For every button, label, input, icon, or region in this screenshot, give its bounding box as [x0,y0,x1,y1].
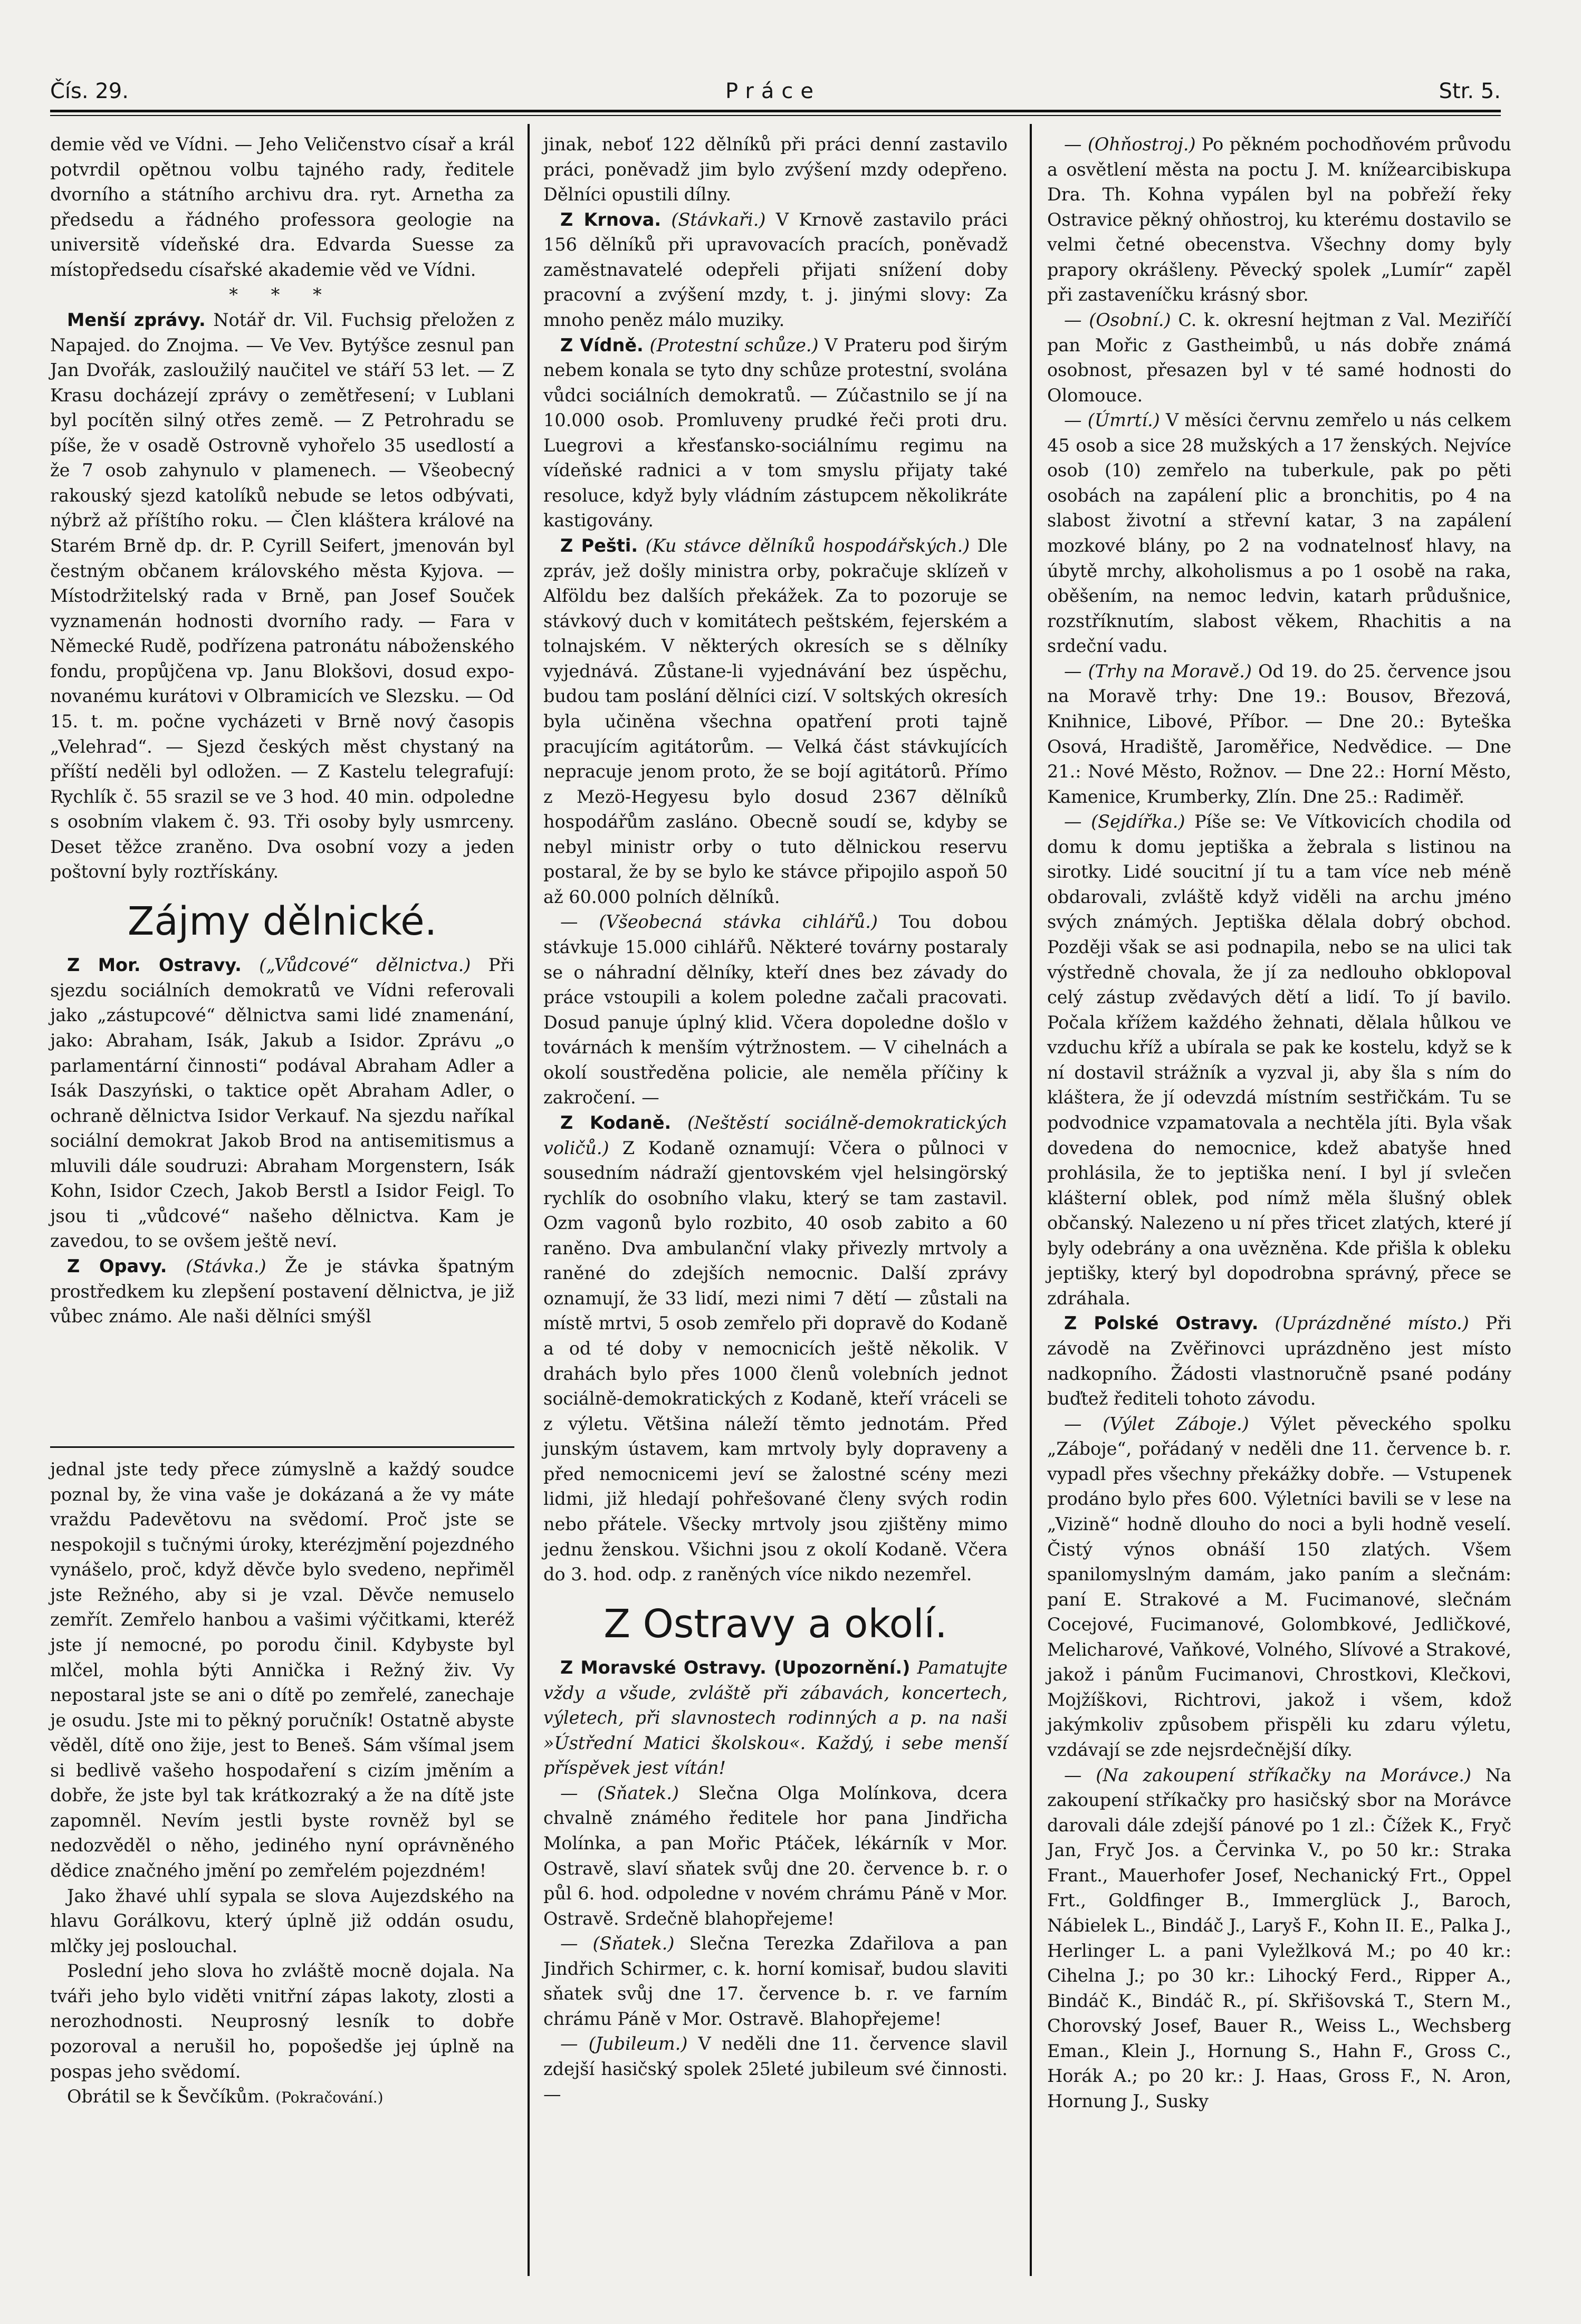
subtitle: (Stávka.) [167,1256,266,1277]
paragraph-text: Výlet pěveckého spolku „Záboje“, pořádaný v neděli dne 11. července b. r. vypadl přes všechny překážky dobře. — Vstupenek prodáno bylo přes 600. Výletníci bavili se v lese na „Vizině“ hodně dlouho do noci a byli hodně veselí. Čistý výnos obnáší 150 zlatých. Všem spanilomyslným damám, jako paním a slečnám: paní E. Strakové a M. Fucimanové, slečnám Cocejové, Fucimanové, Golombkové, Jedličkové, Melicharové, Vaňkové, Volného, Slívové a Strakové, jakož i pánům Fucimanovi, Chrostkovi, Klečkovi, Mojžíškovi, Richtrovi, jakož i všem, kdož jakýmkoliv způsobem přispěli ku zdaru výletu, vzdávají se zde nejsrdečnější díky. [1047,1413,1511,1760]
column-divider-1 [528,124,530,2276]
paragraph [1047,1311,1511,1411]
subtitle: (Stávkaři.) [661,209,766,230]
header-rule-thin [50,115,1501,116]
subtitle: — (Ohňostroj.) [1064,134,1196,155]
subtitle: — (Výlet Záboje.) [1064,1413,1249,1434]
paragraph-text: Slečna Terezka Zdařilova a pan Jindřich Schirmer, c. k. horní komisař, budou slaviti sňatek svůj dne 17. července b. r. ve farním chrámu Páně v Mor. Ostravě. Blahopřejeme! [543,1933,1008,2029]
paragraph [543,1931,1008,2031]
newspaper-title: Práce [725,79,821,103]
paragraph-text: Slečna Olga Molínkova, dcera chvalně známého ředitele hor pana Jindřicha Molínka, a pan Mořic Ptáček, lékárník v Mor. Ostravě, slaví sňatek svůj dne 20. července b. r. o půl 6. hod. odpoledne v novém chrámu Páně v Mor. Ostravě. Srdečně blahopřejeme! [543,1782,1008,1929]
paragraph-text: Píše se: Ve Vítkovicích chodila od domu k domu jeptiška a žebrala s listinou na sirotky. Lidé soucitní jí tu a tam více neb méně obdarovali, zvláště když viděli na archu jméno svých známých. Jeptiška dělala dobrý obchod. Později však se asi podnapila, nebo se na ulici tak výstředně chovala, že jí za nedlouho obklopoval celý zástup zvědavých dětí a lidí. To jí bavilo. Počala křížem každého žehnati, dělala hůlkou ve vzduchu kříž a ubírala se pak ke kostelu, když se k ní dostavil strážník a vyzval ji, aby šla s ním do kláštera, že jí odevzdá místním sestřičkám. Tu se podvodnice vzpamatovala a nechtěla jíti. Byla však dovedena do nemocnice, kdež abatyše hned prohlásila, že to jeptiška není. I byl jí svlečen klášterní oblek, pod nímž měla šlušný oblek občanský. Nalezeno u ní přes třicet zlatých, které jí byly odebrány a ona uvězněna. Kde přišla k obleku jeptišky, který byl dopodrobna správný, přece se zdráhala. [1047,811,1511,1309]
subtitle: (Ku stávce dělníků hospodářských.) [638,535,970,556]
continuation-note: (Pokračování.) [275,2089,384,2107]
column-1 [50,132,514,1329]
paragraph: — (Všeobecná stávka cihlářů.) Tou dobou stávkuje 15.000 cihlářů. Některé továrny postaraly se o náhradní dělníky, kteří dnes bez závady do práce vstoupili a kolem poledne začali pracovati. Dosud panuje úplný klid. Včera dopoledne došlo v továrnách k menším výtržnostem. — V cihelnách a okolí soustředěna policie, ale neměla příčiny k zakročení. — [543,911,1008,1108]
section-heading: Z Ostravy a okolí. [603,1601,947,1647]
section-heading: Zájmy dělnické. [127,898,437,944]
paragraph: demie věd ve Vídni. — Jeho Veličenstvo císař a král potvrdil opětnou volbu tajného rady, ředitele dvorního a státního archivu dra. ryt. Arnetha za předsedu a řádného professora geologie na universitě vídeňské dra. Edvarda Suesse za místopředsedu císařské akademie věd ve Vídni. [50,134,514,280]
paragraph-text: C. k. okresní hejtman z Val. Meziříčí pan Mořic z Gastheimbů, u nás dobře známá osobnost, přesazen byl v té samé hodnosti do Olomouce. [1047,309,1511,406]
paragraph-text: Z Kodaně oznamují: Včera o půlnoci v sousedním nádraží gjentovském vjel helsingörský rychlík do osobního vlaku, který se tam zastavil. Ozm vagonů bylo rozbito, 40 osob zabito a 60 raněno. Dva ambulanční vlaky přivezly mrtvoly a raněné do zdejších nemocnic. Další zprávy oznamují, že 33 lidí, mezi nimi 7 dětí — zůstali na místě mrtvi, 5 osob zemřelo při dopravě do Kodaně a od té doby v nemocnicích ještě několik. V drahách bylo přes 1000 členů volebních jednot sociálně-demokratických z Kodaně, kteří vráceli se z výletu. Většina náleží těmto jednotám. Před junským ústavem, kam mrtvoly byly dopraveny a před nemocnicemi jeví se žalostné scény mezi lidmi, již hledají pohřešované členy svých rodin nebo přátele. Všecky mrtvoly jsou zjištěny mimo jednu ženskou. Všichni jsou z okolí Kodaně. Včera do 3. hod. odp. z raněných více nikdo nezemřel. [543,1137,1008,1585]
paragraph-text: Obrátil se k Ševčíkům. [67,2086,270,2107]
subheading: Z Kodaně. [560,1112,672,1133]
paragraph [1047,809,1511,1311]
subheading: Z Opavy. [67,1256,167,1277]
paragraph-text: Od 19. do 25. července jsou na Moravě trhy: Dne 19.: Bousov, Březová, Knihnice, Libové, Příbor. — Dne 20.: Byteška Osová, Hradiště, Jaroměřice, Nedvědice. — Dne 21.: Nové Město, Rožnov. — Dne 22.: Horní Město, Kamenice, Krumberky, Zlín. Dne 25.: Radiměř. [1047,660,1511,807]
subtitle: (Protestní schůze.) [643,334,819,356]
paragraph [1047,308,1511,408]
paragraph: jinak, neboť 122 dělníků při práci denní zastavilo práci, poněvadž jim bylo zvýšení mzdy odepřeno. Dělníci opustili dílny. [543,134,1008,205]
story-divider [50,1446,514,1448]
subtitle: — (Sňatek.) [560,1933,675,1954]
paragraph [50,308,514,885]
subtitle: — (Sňatek.) [560,1782,679,1803]
paragraph [543,1110,1008,1587]
subtitle: — (Osobní.) [1064,309,1171,330]
subtitle: Pamatujte vždy a všude, zvláště při zábavách, koncertech, výletech, při slavnostech rodinných a p. na naši »Ústřední Matici školskou«. Každý, i sebe menší příspěvek jest vítán! [543,1657,1008,1779]
subtitle: — (Sejdířka.) [1064,811,1185,832]
paragraph-text: Při závodě na Zvěřinovci uprázdněno jest místo nadkopního. Žádosti vlastnoručně psané podány buďtež řediteli tohoto závodu. [1047,1313,1512,1409]
paragraph: Poslední jeho slova ho zvláště mocně dojala. Na tváři jeho bylo viděti vnitřní zápas lakoty, zlosti a nerozhodnosti. Neuprosný lesník to dobře pozoroval a nerušil ho, popošedše jej úplně na pospas jeho svědomí. [50,1961,514,2082]
subtitle: — (Jubileum.) [560,2033,688,2054]
column-3 [1047,132,1511,2114]
paragraph [543,333,1008,534]
column-divider-2 [1030,124,1032,2276]
paragraph-text: Na zakoupení stříkačky pro hasičský sbor na Morávce darovali dále zdejší pánové po 1 zl.: Čížek K., Fryč Jan, Fryč Jos. a Červinka V., po 50 kr.: Straka Frant., Mauerhofer Josef, Nechanický Frt., Oppel Frt., Goldfinger B., Immerglück J., Baroch, Nábielek L., Bindáč J., Laryš F., Kohn II. E., Palka J., Herlinger L. a pani Vyležlková M.; po 40 kr.: Cihelna J.; po 30 kr.: Lihocký Ferd., Ripper A., Bindáč K., Bindáč R., pí. Skřišovská T., Stern M., Chorovský Josef, Bauer R., Weiss L., Wechsberg Eman., Klein J., Hornung S., Hahn F., Gross C., Horák A.; po 20 kr.: J. Haas, Gross F., N. Aron, Hornung J., Susky [1047,1764,1511,2111]
paragraph [543,1655,1008,1781]
paragraph-text: Při sjezdu sociálních demokratů ve Vídni referovali jako „zástupcové“ dělnictva sami lidé znamenání, jako: Abraham, Isák, Jakub a Isidor. Zprávu „o parlamentární činnosti“ podával Abraham Adler a Isák Daszyński, o taktice opět Abraham Adler, o ochraně dělnictva Isidor Verkauf. Na sjezdu naříkal sociální demokrat Jakob Brod na antisemitismus a mluvili dále soudruzi: Abraham Morgenstern, Isák Kohn, Isidor Czech, Jakob Berstl a Isidor Feigl. To jsou ti „vůdcové“ našeho dělnictva. Kam je zavedou, to se ovšem ještě neví. [50,955,515,1252]
paragraph-text: V neděli dne 11. července slavil zdejší hasičský spolek 25leté jubileum své činnosti. — [543,2033,1008,2105]
subheading: Z Krnova. [560,209,662,230]
paragraph [543,2031,1008,2107]
subtitle: — (Trhy na Moravě.) [1064,660,1252,681]
subtitle: („Vůdcové“ dělnictva.) [241,955,471,976]
page-number: Str. 5. [1439,79,1501,103]
paragraph [50,2084,514,2109]
paragraph [50,953,514,1254]
header-rule [50,110,1501,112]
paragraph-text: Notář dr. Vil. Fuchsig přeložen z Napajed. do Znojma. — Ve Vev. Bytýšce zesnul pan Jan Dvořák, zasloužilý naučitel ve stáří 53 let. — Z Krasu docházejí zprávy o zemětřesení; v Lublani byl pocítěn silný otřes země. — Z Petrohradu se píše, že v osadě Ostrovně vyhořelo 35 usedlostí a že 7 osob zahynulo v plamenech. — Všeobecný rakouský sjezd katolíků nebude se letos odbývati, nýbrž až příštího roku. — Člen klášterа králové na Starém Brně dp. dr. P. Cyrill Seifert, jmenován byl čestným občanem královského města Kyjova. — Místodržitelský rada v Brně, pan Josef Souček vyznamenán hodnosti dvorního rady. — Fara v Německé Rudě, podřízena patronátu náboženského fondu, propůjčena vp. Janu Blokšovi, dosud exponovanému kurátovi v Olbramicích ve Slezsku. — Od 15. t. m. počne vycházeti v Brně nový časopis „Velehrad“. — Sjezd českých měst chystaný na příští neděli byl odložen. — Z Kastelu telegrafují: Rychlík č. 55 srazil se ve 3 hod. 40 min. odpoledne s osobním vlakem č. 93. Tři osoby byly usmrceny. Deset těžce zraněno. Dva osobní vozy a jeden poštovní byly roztřískány. [50,309,514,882]
subheading: Menší zprávy. [67,309,206,330]
subtitle: — (Úmrtí.) [1064,410,1160,431]
subheading: Z Pešti. [560,535,638,556]
paragraph-text: Že je stávka špatným prostředkem ku zlepšení postavení dělnictva, je již vůbec známo. Ale naši dělníci smýšl [50,1256,514,1327]
paragraph: Jako žhavé uhlí sypala se slova Aujezdského na hlavu Gorálkovu, který úplně již oddán osudu, mlčky jej poslouchal. [50,1885,514,1956]
subheading: Z Moravské Ostravy. (Upozornění.) [560,1657,911,1678]
subtitle: (Neštěstí sociálně-demokratických voličů.) [543,1112,1008,1158]
paragraph-text: V Prateru pod širým nebem konala se tyto dny schůze protestní, svolána vůdci sociálních demokratů. — Zúčastnilo se jí na 10.000 osob. Promluveny prudké řeči proti dru. Luegrovi a křesťansko-sociálnímu regimu na vídeňské radnici a v tom smyslu přijaty také resoluce, když byly vládním zástupcem několikráte kastigovány. [543,334,1008,531]
paragraph-text: V Krnově zastavilo práci 156 dělníků při upravovacích pracích, poněvadž zaměstnavatelé odepřeli přijati snížení doby pracovní a zvýšení mzdy, t. j. jinými slovy: Za mnoho peněz málo muziky. [543,209,1008,330]
subtitle: — (Na zakoupení stříkačky na Morávce.) [1064,1764,1471,1785]
separator-stars: * * * [229,284,336,305]
paragraph [1047,659,1511,809]
subheading: Z Polské Ostravy. [1064,1313,1259,1334]
column-2 [543,132,1008,2107]
paragraph-text: V měsíci červnu zemřelo u nás celkem 45 osob a sice 28 mužských a 17 ženských. Nejvíce osob (10) zemřelo na tuberkule, pak po pěti osobách na zapálení plic a bronchitis, po 4 na slabost životní a střevní katar, 3 na zapálení mozkové blány, po 2 na vodnatelnosť hlavy, na úbytě mrchy, alkoholismus a po 1 osobě na raka, oběšením, na nemoc ledvin, katarh průdušnice, rozstříknutím, slabost věkem, Rhachitis a na srdeční vadu. [1047,410,1511,657]
subtitle: (Uprázdněné místo.) [1258,1313,1469,1334]
paragraph [1047,408,1511,659]
page-header [50,79,1501,111]
paragraph [50,1254,514,1329]
paragraph-text: Dle zpráv, jež došly ministra orby, pokračuje sklízeň v Alföldu bez dalších překážek. Za to pozoruje se stávkový duch v komitátech peštském, fejerském a tolnajském. V některých okresích se s dělníky vyjednává. Zůstane-li vyjednávání bez úspěchu, budou tam poslání dělníci cizí. V soltských okresích byla učiněna všechna opatření proti tajně pracujícím agitátorům. — Velká část stávkujících nepracuje jenom proto, že se bojí agitátorů. Přímo z Mezö-Hegyesu bylo dosud 2367 dělníků hospodářům zasláno. Obecně soudí se, kdyby se nebyl ministr orby o tuto dělnickou reservu postaral, že by se bylo ke stávce připojilo aspoň 50 až 60.000 polních dělníků. [543,535,1008,907]
paragraph [1047,132,1511,308]
paragraph [1047,1763,1511,2114]
subheading: Z Vídně. [560,334,644,356]
paragraph [543,207,1008,333]
paragraph-text: Tou dobou stávkuje 15.000 cihlářů. Některé továrny postaraly se o náhradní dělníky, kteří dnes bez závady do práce vstoupili a kolem poledne začali pracovati. Dosud panuje úplný klid. Včera dopoledne došlo v továrnách k menším výtržnostem. — V cihelnách a okolí soustředěna policie, ale neměla příčiny k zakročení. — [543,911,1008,1108]
paragraph [1047,1411,1511,1763]
paragraph [543,1781,1008,1931]
column-1-serial [50,1457,514,2109]
issue-number: Čís. 29. [50,79,129,103]
subheading: Z Mor. Ostravy. [67,955,242,976]
paragraph-text: Po pěkném pochodňovém průvodu a osvětlení města na poctu J. M. knížearcibiskupa Dra. Th. Kohna vypálen byl na pobřeží řeky Ostravice pěkný ohňostroj, ku kterému dostavilo se velmi četné obecenstva. Všechny domy byly prapory okrášleny. Pěvecký spolek „Lumír“ zapěl při zastaveníčku krásný sbor. [1047,134,1511,305]
subtitle: (Všeobecná stávka cihlářů.) [599,911,878,933]
paragraph [543,533,1008,909]
paragraph: jednal jste tedy přece zúmyslně a každý soudce poznal by, že vina vaše je dokázaná a že vy máte vraždu Padevětovu na svědomí. Proč jste se nespokojil s tučnými úroky, kterézjmění pojezdného vynášelo, proč, když děvče bylo svedeno, nepřiměl jste Režného, aby si je vzal. Děvče nemuselo zemřít. Zemřelo hanbou a vašimi výčitkami, kteréž jste jí nemocné, po porodu činil. Kdybyste byl mlčel, mohla býti Annička i Režný živ. Vy nepostaral jste se ani o dítě po zemřelé, zanechaje je osudu. Jste mi to pěkný poručník! Ostatně abyste věděl, dítě ono žije, jest to Beneš. Sám všímal jsem si bedlivě vašeho hospodaření s cizím jměním a dobře, že jste byl tak krátkozraký a že na dítě jste zapomněl. Nevím jestli byste rovněž byl se nedozvěděl o něho, jediného nyní oprávněného dědice značného jmění po zemřelém pojezdném! [50,1459,514,1881]
